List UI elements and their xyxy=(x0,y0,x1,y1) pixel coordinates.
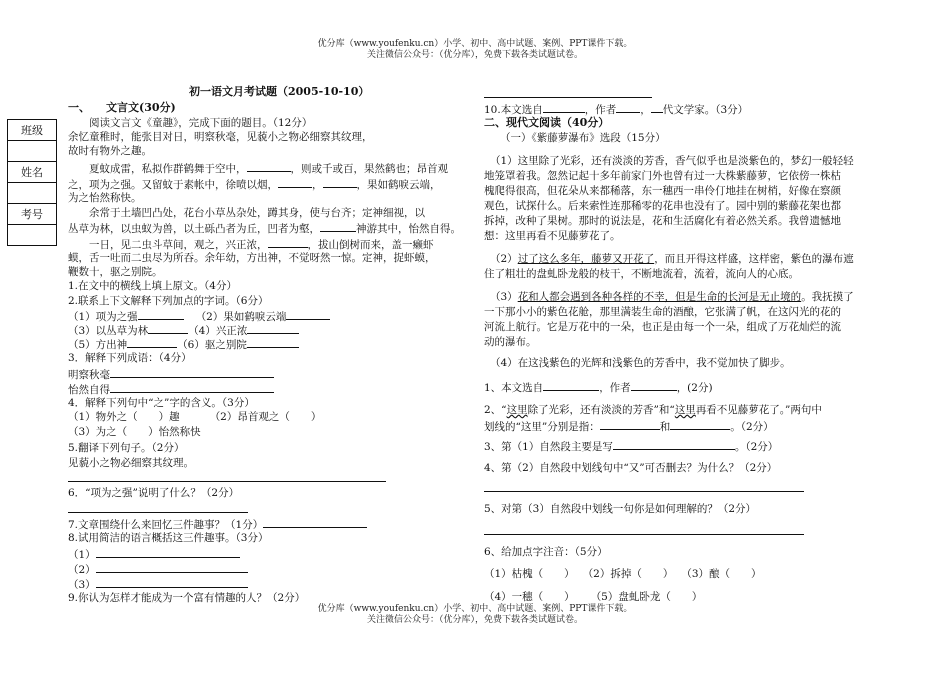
section1-title: 文言文(30分) xyxy=(106,101,176,114)
question-2-row xyxy=(68,336,299,352)
text: （1）项为之强 xyxy=(68,311,138,323)
question-10 xyxy=(484,101,748,117)
question-8: 8.试用简洁的语言概括这三件趣事。（3分） xyxy=(68,532,269,544)
text: （2） xyxy=(490,253,518,265)
answer-blank[interactable] xyxy=(148,322,188,334)
underlined-sentence: 过了这么多年，藤萝又开花了 xyxy=(517,253,655,265)
answer-line[interactable] xyxy=(68,512,248,513)
answer-blank[interactable] xyxy=(263,516,367,528)
text: 3、第（1）自然段主要是写 xyxy=(484,441,613,453)
reading-line: 动的瀑布。 xyxy=(484,336,537,348)
blank-3[interactable] xyxy=(323,176,357,188)
question-5-sentence: 见藐小之物必细察其纹理。 xyxy=(68,457,194,469)
text: ，作者 xyxy=(584,104,617,116)
blank-1[interactable] xyxy=(247,160,291,172)
answer-line[interactable] xyxy=(484,491,804,492)
student-id-table xyxy=(7,119,57,246)
passage-line: 余常于土墙凹凸处，花台小草丛杂处，蹲其身，使与台齐；定神细视，以 xyxy=(89,207,425,219)
answer-line[interactable] xyxy=(484,97,652,98)
answer-blank[interactable] xyxy=(110,381,274,393)
answer-blank[interactable] xyxy=(127,336,177,348)
answer-blank[interactable] xyxy=(96,546,240,558)
answer-blank[interactable] xyxy=(670,418,730,430)
section1-number: 一、 xyxy=(68,101,90,114)
question-8-item xyxy=(68,576,248,592)
reading-line: （4）在这浅紫色的光辉和浅紫色的芳香中，我不觉加快了脚步。 xyxy=(490,357,791,369)
text: 7.文章围绕什么来回忆三件趣事？（1分） xyxy=(68,519,264,531)
text: 丛草为林，以虫蚁为兽，以土砾凸者为丘，凹者为壑， xyxy=(68,223,320,235)
text: 除了光彩，还有淡淡的芳香”和“ xyxy=(527,404,675,416)
text: 明察秋毫 xyxy=(68,369,110,381)
reading-line: 想：这里再看不见藤萝花了。 xyxy=(484,230,621,242)
subsection-title: （一）《紫藤萝瀑布》选段（15分） xyxy=(500,132,666,144)
text: （2）拆掉（ ） xyxy=(582,568,674,580)
question-3: 3．解释下列成语：（4分） xyxy=(68,352,192,364)
question-2: 2.联系上下文解释下列加点的字词。（6分） xyxy=(68,295,269,307)
text: （3）以丛草为林 xyxy=(68,325,149,337)
passage-line xyxy=(68,220,461,236)
reading-line: 槐爬得很高，但花朵从来都稀落，东一穗西一串伶仃地挂在树梢，好像在察颜 xyxy=(484,185,841,197)
question-3-item xyxy=(68,366,274,382)
class-label: 班级 xyxy=(8,120,57,141)
underlined-sentence: 花和人都会遇到各种各样的不幸，但是生命的长河是无止境的 xyxy=(517,291,802,303)
text: （4）一穗（ ） xyxy=(484,591,575,603)
reading-question-2-cont xyxy=(484,418,774,434)
page-header-line1: 优分库（www.youfenku.cn）小学、初中、高中试题、案例、PPT课件下载。 xyxy=(317,39,633,49)
section2-title: 二、现代文阅读（40分） xyxy=(484,116,610,129)
text: （3） xyxy=(68,579,96,591)
text: ，作者 xyxy=(599,382,631,394)
answer-blank[interactable] xyxy=(138,308,184,320)
reading-line xyxy=(490,290,854,304)
text: 10.本文选自 xyxy=(484,104,543,116)
reading-question-2 xyxy=(484,403,822,417)
text: 代文学家。（3分） xyxy=(662,104,749,116)
answer-blank[interactable] xyxy=(651,101,663,113)
text: （1） xyxy=(68,549,96,561)
passage-line: 余忆童稚时，能张目对日，明察秋毫，见藐小之物必细察其纹理， xyxy=(68,131,373,143)
reading-line: 拆掉，改种了果树。那时的说法是，花和生活腐化有着必然关系。我曾遗憾地 xyxy=(484,215,841,227)
text: 再看不见藤萝花了。”两句中 xyxy=(695,404,822,416)
text: ，果如鹤唳云端， xyxy=(356,179,441,191)
text: 划线的“这里”分别是指： xyxy=(484,421,600,433)
text: 。（2分） xyxy=(730,421,774,433)
reading-question-4: 4、第（2）自然段中划线句中“又”可否删去？为什么？（2分） xyxy=(484,462,778,474)
answer-blank[interactable] xyxy=(96,561,248,573)
exam-title: 初一语文月考试题（2005-10-10） xyxy=(189,85,370,98)
answer-blank[interactable] xyxy=(110,366,274,378)
text: （5）盘虬卧龙（ ） xyxy=(590,591,703,603)
question-5: 5.翻译下列句子。（2分） xyxy=(68,442,185,454)
reading-line: （1）这里除了光彩，还有淡淡的芳香，香气似乎也是淡紫色的，梦幻一般轻轻 xyxy=(490,155,854,167)
question-4-row xyxy=(68,410,321,424)
pinyin-row xyxy=(484,590,702,604)
answer-blank[interactable] xyxy=(286,308,330,320)
reading-question-3 xyxy=(484,438,778,454)
reading-line: 一下那小小的紫色花舱，那里满装生命的酒酿，它张满了帆，在这闪光的花的 xyxy=(484,306,841,318)
passage-line xyxy=(68,176,441,192)
text: ， xyxy=(640,104,651,116)
reading-line xyxy=(490,252,854,266)
question-4-row: （3）为之（ ）怡然称快 xyxy=(68,426,201,438)
answer-blank[interactable] xyxy=(247,322,299,334)
section1-intro: 阅读文言文《童趣》，完成下面的题目。（12分） xyxy=(89,117,313,129)
text: ， xyxy=(312,179,323,191)
text: （3） xyxy=(490,291,518,303)
text: （1）物外之（ ）趣 xyxy=(68,411,180,423)
text: ，(2分) xyxy=(676,382,713,394)
page-footer-line2: 关注微信公众号：（优分库），免费下载各类试题试卷。 xyxy=(366,615,583,625)
text: 之，项为之强。又留蚊于素帐中，徐喷以烟， xyxy=(68,179,278,191)
reading-line: 地笼罩着我。忽然记起十多年前家门外也曾有过一大株紫藤萝，它依傍一株枯 xyxy=(484,170,841,182)
answer-line[interactable] xyxy=(484,534,804,535)
reading-question-5: 5、对第（3）自然段中划线一句你是如何理解的？（2分） xyxy=(484,503,757,515)
question-7 xyxy=(68,516,367,532)
class-field[interactable] xyxy=(8,141,57,162)
text: （5）方出神 xyxy=(68,339,128,351)
name-label: 姓名 xyxy=(8,162,57,183)
answer-blank[interactable] xyxy=(616,101,640,113)
blank-5[interactable] xyxy=(268,236,308,248)
question-1: 1.在文中的横线上填上原文。（4分） xyxy=(68,280,237,292)
exam-number-field[interactable] xyxy=(8,225,57,246)
text: 这里 xyxy=(506,404,528,416)
reading-line: 河流上航行。它是万花中的一朵，也正是由每一个一朵，组成了万花灿烂的流 xyxy=(484,321,841,333)
reading-line: 观色，试探什么。后来索性连那稀零的花串也没有了。园中别的紫藤花架也都 xyxy=(484,200,841,212)
text: 神游其中，怡然自得。 xyxy=(356,223,461,235)
text: 和 xyxy=(659,421,671,433)
passage-line: 故时有物外之趣。 xyxy=(68,145,152,157)
passage-line xyxy=(89,236,434,252)
passage-line: 蟆，舌一吐而二虫尽为所吞。余年幼，方出神，不觉呀然一惊。定神，捉虾蟆， xyxy=(68,252,436,264)
text: （2） xyxy=(68,564,96,576)
question-8-item xyxy=(68,546,240,562)
answer-blank[interactable] xyxy=(247,336,299,348)
text: （4）兴正浓 xyxy=(188,325,248,337)
text: （3）酿（ ） xyxy=(681,568,762,580)
answer-blank[interactable] xyxy=(600,418,660,430)
question-4: 4．解释下列句中“之”字的含义。（3分） xyxy=(68,397,255,409)
page-header-line2: 关注微信公众号：（优分库），免费下载各类试题试卷。 xyxy=(366,50,583,60)
reading-question-1 xyxy=(484,379,713,395)
text: 1、本文选自 xyxy=(484,382,544,394)
text: 这里 xyxy=(674,404,696,416)
text: 2、“ xyxy=(484,404,507,416)
text: （2）昂首观之（ ） xyxy=(209,411,322,423)
question-9: 9.你认为怎样才能成为一个富有情趣的人？（2分） xyxy=(68,592,306,604)
reading-question-6: 6、给加点字注音：（5分） xyxy=(484,546,608,558)
pinyin-row xyxy=(484,567,762,581)
question-6: 6．“项为之强”说明了什么？（2分） xyxy=(68,487,240,499)
answer-blank[interactable] xyxy=(631,379,677,391)
answer-blank[interactable] xyxy=(96,576,248,588)
answer-line[interactable] xyxy=(68,481,386,482)
answer-blank[interactable] xyxy=(613,438,735,450)
text: （2）果如鹤唳云端 xyxy=(195,311,287,323)
name-field[interactable] xyxy=(8,183,57,204)
answer-blank[interactable] xyxy=(543,101,585,113)
text: ，而且开得这样盛，这样密，紫色的瀑布遮 xyxy=(654,253,854,265)
reading-line: 住了粗壮的盘虬卧龙般的枝干，不断地流着，流着，流向人的心底。 xyxy=(484,268,799,280)
text: 一日，见二虫斗草间，观之，兴正浓， xyxy=(89,239,268,251)
text: 怡然自得 xyxy=(68,384,110,396)
question-3-item xyxy=(68,381,274,397)
exam-number-label: 考号 xyxy=(8,204,57,225)
blank-2[interactable] xyxy=(278,176,312,188)
answer-blank[interactable] xyxy=(543,379,599,391)
passage-line: 鞭数十，驱之别院。 xyxy=(68,266,163,278)
text: 夏蚊成雷，私拟作群鹤舞于空中， xyxy=(89,163,247,175)
question-8-item xyxy=(68,561,248,577)
passage-line: 为之怡然称快。 xyxy=(68,192,142,204)
text: 。（2分） xyxy=(734,441,779,453)
passage-line xyxy=(89,160,448,176)
text: ，拔山倒树而来，盖一癞虾 xyxy=(307,239,434,251)
text: ，则或千或百，果然鹤也；昂首观 xyxy=(290,163,448,175)
blank-4[interactable] xyxy=(320,220,356,232)
page-footer-line1: 优分库（www.youfenku.cn）小学、初中、高中试题、案例、PPT课件下载。 xyxy=(317,604,633,614)
text: （6）驱之别院 xyxy=(177,339,247,351)
text: 。我抚摸了 xyxy=(801,291,854,303)
text: （1）枯槐（ ） xyxy=(484,568,575,580)
